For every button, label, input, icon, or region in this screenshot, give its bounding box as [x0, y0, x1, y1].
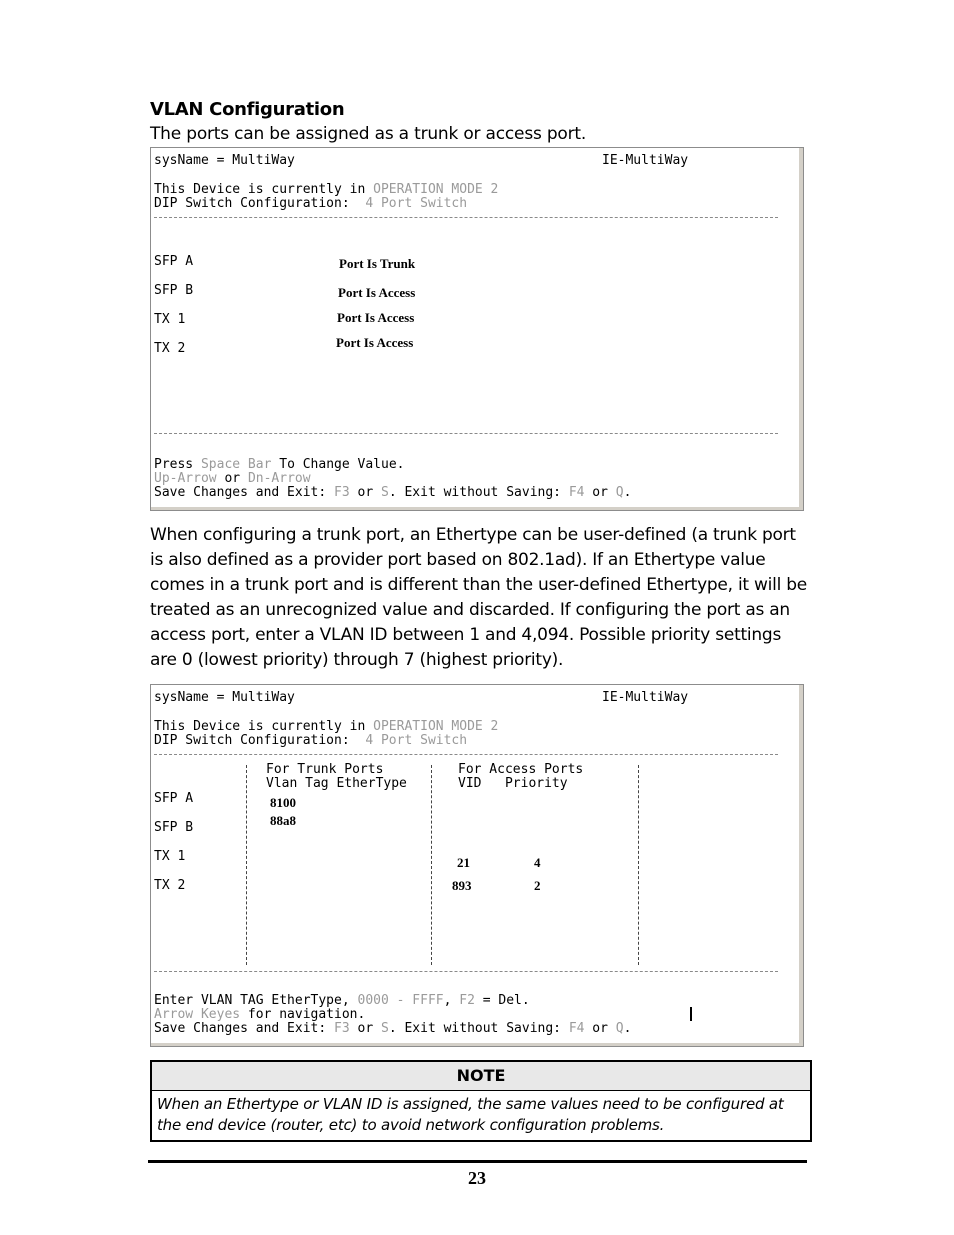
dip-switch-value: 4 Port Switch [365, 196, 468, 211]
intro-text: The ports can be assigned as a trunk or access port. [150, 124, 587, 144]
port-status-sfp-b[interactable]: Port Is Access [338, 285, 416, 300]
port-status-sfp-a[interactable]: Port Is Trunk [339, 256, 416, 271]
column-separator [246, 765, 247, 965]
port-label-tx-1: TX 1 [154, 312, 186, 327]
access-header: For Access Ports [458, 762, 584, 777]
port-label-sfp-a: SFP A [154, 791, 194, 806]
note-body: When an Ethertype or VLAN ID is assigned, the same values need to be configured at the end device (router, etc) to avoid network configuration problems. [157, 1095, 784, 1134]
device-name: IE-MultiWay [602, 153, 689, 168]
dip-switch-line: DIP Switch Configuration: 4 Port Switch [154, 196, 468, 211]
port-status-tx-1[interactable]: Port Is Access [337, 310, 415, 325]
footer-rule [148, 1160, 807, 1163]
port-status-tx-2[interactable]: Port Is Access [336, 335, 414, 350]
priority-tx-1[interactable]: 4 [534, 855, 541, 870]
terminal-screen-port-mode [150, 147, 804, 511]
note-title: NOTE [152, 1062, 810, 1091]
divider [154, 754, 778, 755]
column-separator [638, 765, 639, 965]
terminal-screen-vlan-table [150, 684, 804, 1047]
trunk-subheader: Vlan Tag EtherType [266, 776, 407, 791]
priority-tx-2[interactable]: 2 [534, 878, 541, 893]
port-label-sfp-b: SFP B [154, 283, 194, 298]
divider [154, 217, 778, 218]
port-label-tx-1: TX 1 [154, 849, 186, 864]
divider [154, 433, 778, 434]
text-cursor [690, 1007, 692, 1021]
help-line-3: Save Changes and Exit: F3 or S. Exit without Saving: F4 or Q. [154, 485, 632, 500]
ethertype-sfp-a[interactable]: 8100 [270, 795, 296, 810]
column-separator [431, 765, 432, 965]
help-line-3: Save Changes and Exit: F3 or S. Exit without Saving: F4 or Q. [154, 1021, 632, 1036]
help-line-1: Enter VLAN TAG EtherType, 0000 - FFFF, F2 = Del. [154, 993, 530, 1008]
section-heading: VLAN Configuration [150, 99, 345, 120]
vid-tx-1[interactable]: 21 [457, 855, 470, 870]
divider [154, 971, 778, 972]
access-subheader: VID Priority [458, 776, 568, 791]
sysname-label: sysName = MultiWay [154, 690, 295, 705]
operation-mode-value: OPERATION MODE 2 [373, 182, 499, 197]
operation-mode-line: This Device is currently in OPERATION MODE 2 [154, 182, 499, 197]
description-paragraph: When configuring a trunk port, an Ethertype can be user-defined (a trunk port is also defined as a provider port based on 802.1ad). If an Ethertype value comes in a trunk port and is different than the user-defined Ethertype, it will be treated as an unrecognized value and discarded. If configuring the port as an access port, enter a VLAN ID between 1 and 4,094. Possible priority settings are 0 (lowest priority) through 7 (highest priority). [150, 525, 807, 670]
help-line-1: Press Space Bar To Change Value. [154, 457, 405, 472]
vid-tx-2[interactable]: 893 [452, 878, 472, 893]
port-label-tx-2: TX 2 [154, 341, 186, 356]
operation-mode-value: OPERATION MODE 2 [373, 719, 499, 734]
device-name: IE-MultiWay [602, 690, 689, 705]
note-box [150, 1060, 812, 1142]
dip-switch-line: DIP Switch Configuration: 4 Port Switch [154, 733, 468, 748]
trunk-header: For Trunk Ports [266, 762, 384, 777]
port-label-tx-2: TX 2 [154, 878, 186, 893]
page-number: 23 [468, 1168, 486, 1188]
ethertype-sfp-b[interactable]: 88a8 [270, 813, 296, 828]
dip-switch-value: 4 Port Switch [365, 733, 468, 748]
port-label-sfp-a: SFP A [154, 254, 194, 269]
sysname-label: sysName = MultiWay [154, 153, 295, 168]
port-label-sfp-b: SFP B [154, 820, 194, 835]
help-line-2: Up-Arrow or Dn-Arrow [154, 471, 311, 486]
operation-mode-line: This Device is currently in OPERATION MODE 2 [154, 719, 499, 734]
help-line-2: Arrow Keyes for navigation. [154, 1007, 366, 1022]
